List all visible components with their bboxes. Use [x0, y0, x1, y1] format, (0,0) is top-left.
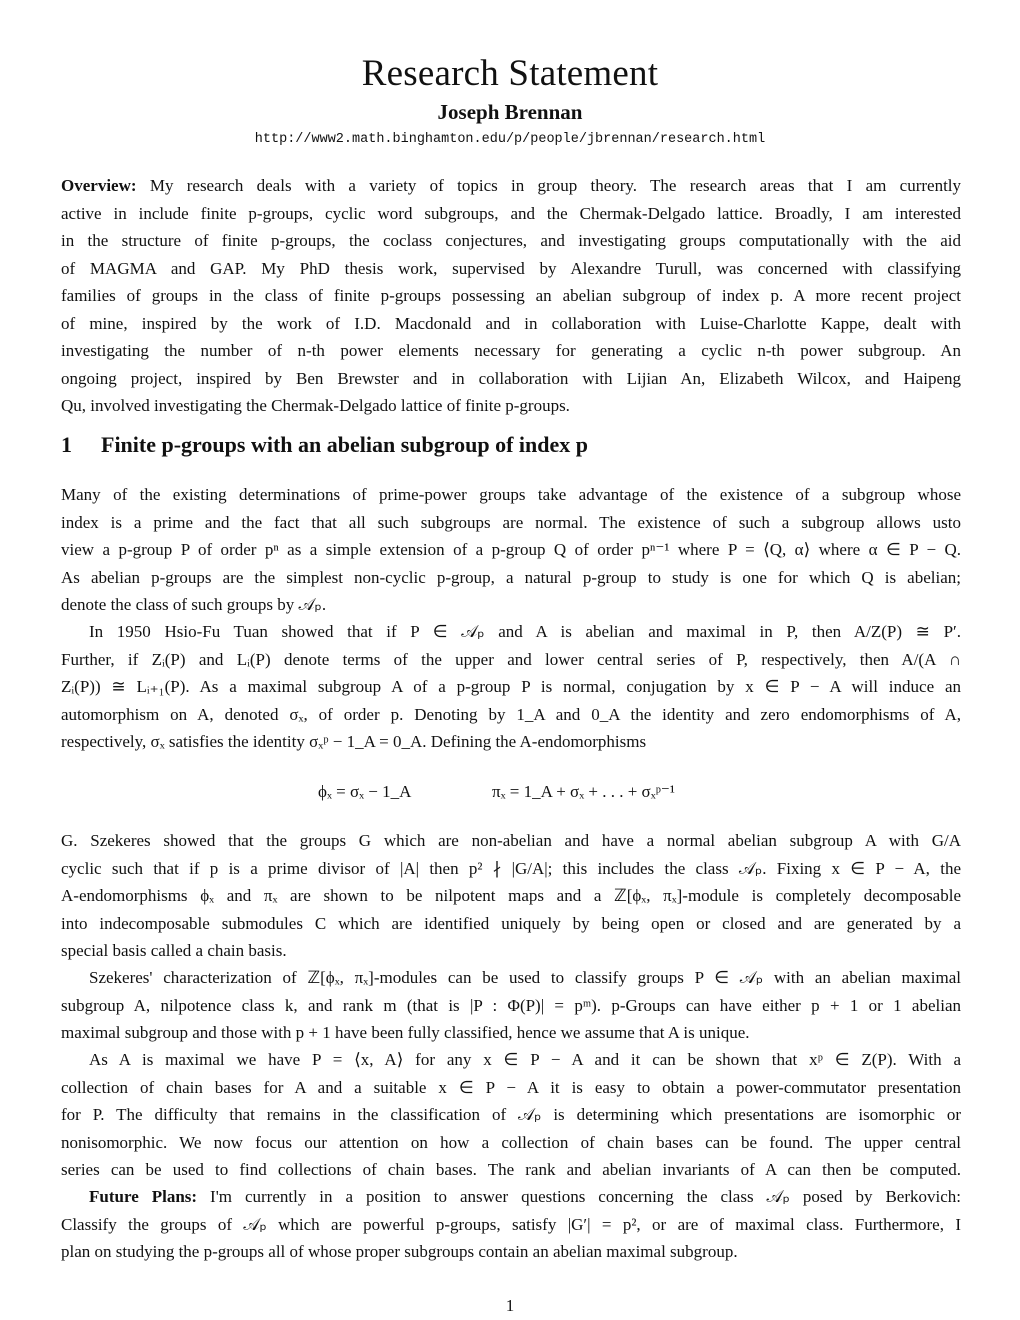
text-line: for P. The difficulty that remains in the classification of 𝒜ₚ is determining which presentations are isomorphic or [61, 1105, 961, 1124]
text-line: Overview: My research deals with a variety of topics in group theory. The research areas that I am currently [61, 176, 962, 195]
text-line: in the structure of finite p-groups, the coclass conjectures, and investigating groups computationally with the aid [61, 231, 961, 250]
text-line: automorphism on A, denoted σₓ, of order p. Denoting by 1_A and 0_A the identity and zero endomorphisms of A, [61, 704, 961, 724]
text-line: into indecomposable submodules C which are identified uniquely by being open or closed and are generated by a [61, 913, 961, 933]
text-line: ongoing project, inspired by Ben Brewster and in collaboration with Lijian An, Elizabeth Wilcox, and Haipeng [61, 368, 961, 388]
overview-label: Overview: [61, 176, 137, 195]
text-line: plan on studying the p-groups all of whose proper subgroups contain an abelian maximal subgroup. [61, 1242, 738, 1261]
text-line: Qu, involved investigating the Chermak-Delgado lattice of finite p-groups. [61, 396, 570, 415]
text-line: subgroup A, nilpotence class k, and rank m (that is |P : Φ(P)| = pᵐ). p-Groups can have either p + 1 or 1 abelian [61, 995, 961, 1015]
text-line: Zᵢ(P)) ≅ Lᵢ₊₁(P). As a maximal subgroup A of a p-group P is normal, conjugation by x ∈ P − A will induce an [61, 677, 961, 696]
text-line: In 1950 Hsio-Fu Tuan showed that if P ∈ 𝒜ₚ and A is abelian and maximal in P, then A/Z(P) ≅ P′. [89, 622, 961, 641]
text-line: of MAGMA and GAP. My PhD thesis work, supervised by Alexandre Turull, was concerned with classifying [61, 258, 961, 278]
section-title: Finite p-groups with an abelian subgroup of index p [101, 432, 588, 457]
text-line: families of groups in the class of finite p-groups possessing an abelian subgroup of index p. A more recent project [61, 286, 961, 305]
text-line: As abelian p-groups are the simplest non-cyclic p-group, a natural p-group to study is one for which Q is abelian; [61, 567, 961, 587]
text-line: As A is maximal we have P = ⟨x, A⟩ for any x ∈ P − A and it can be shown that xᵖ ∈ Z(P). With a [89, 1050, 961, 1069]
text-line: maximal subgroup and those with p + 1 have been fully classified, hence we assume that A is unique. [61, 1023, 750, 1042]
text-line: special basis called a chain basis. [61, 941, 287, 960]
text-line: nonisomorphic. We now focus our attention on how a collection of chain bases can be found. The upper central [61, 1132, 961, 1152]
display-equation [0, 778, 1020, 805]
section-number: 1 [61, 432, 72, 457]
text-line: Szekeres' characterization of ℤ[ϕₓ, πₓ]-modules can be used to classify groups P ∈ 𝒜ₚ with an abelian maximal [89, 968, 961, 987]
page-number: 1 [505, 1296, 515, 1315]
text-line: Future Plans: I'm currently in a position to answer questions concerning the class 𝒜ₚ posed by Berkovich: [89, 1187, 962, 1206]
author-url[interactable]: http://www2.math.binghamton.edu/p/people/jbrennan/research.html [254, 132, 766, 147]
text-line: collection of chain bases for A and a suitable x ∈ P − A it is easy to obtain a power-commutator presentation [61, 1077, 961, 1097]
text-line: active in include finite p-groups, cyclic word subgroups, and the Chermak-Delgado lattice. Broadly, I am interested [61, 203, 961, 223]
text-line: cyclic such that if p is a prime divisor of |A| then p² ∤ |G/A|; this includes the class 𝒜ₚ. Fixing x ∈ P − A, the [61, 858, 961, 878]
equation-phi: ϕₓ = σₓ − 1_A [318, 782, 412, 801]
text-line: G. Szekeres showed that the groups G which are non-abelian and have a normal abelian subgroup A with G/A [61, 831, 961, 850]
text-line: Many of the existing determinations of prime-power groups take advantage of the existence of a subgroup whose [61, 485, 961, 504]
author-name: Joseph Brennan [437, 100, 583, 124]
text-line: index is a prime and the fact that all such subgroups are normal. The existence of such a subgroup allows usto [61, 512, 961, 532]
text-line: respectively, σₓ satisfies the identity σₓᵖ − 1_A = 0_A. Defining the A-endomorphisms [61, 732, 647, 751]
text-line: series can be used to find collections of chain bases. The rank and abelian invariants of A can then be computed. [61, 1160, 961, 1179]
document-title: Research Statement [361, 53, 659, 94]
text-line: Classify the groups of 𝒜ₚ which are powerful p-groups, satisfy |G′| = p², or are of maximal class. Furthermore, I [61, 1214, 961, 1234]
text-line: A-endomorphisms ϕₓ and πₓ are shown to be nilpotent maps and a ℤ[ϕₓ, πₓ]-module is completely decomposable [61, 886, 961, 905]
future-plans-label: Future Plans: [89, 1187, 198, 1206]
equation-pi: πₓ = 1_A + σₓ + . . . + σₓᵖ⁻¹ [492, 782, 675, 801]
text-line: investigating the number of n-th power elements necessary for generating a cyclic n-th power subgroup. An [61, 341, 961, 360]
text-line: of mine, inspired by the work of I.D. Macdonald and in collaboration with Luise-Charlotte Kappe, dealt with [61, 313, 961, 333]
text-line: view a p-group P of order pⁿ as a simple extension of a p-group Q of order pⁿ⁻¹ where P = ⟨Q, α⟩ where α ∈ P − Q. [61, 540, 961, 559]
text-line: Further, if Zᵢ(P) and Lᵢ(P) denote terms of the upper and lower central series of P, respectively, then A/(A ∩ [61, 649, 961, 669]
text-line: denote the class of such groups by 𝒜ₚ. [61, 595, 327, 614]
section-heading [61, 432, 588, 458]
